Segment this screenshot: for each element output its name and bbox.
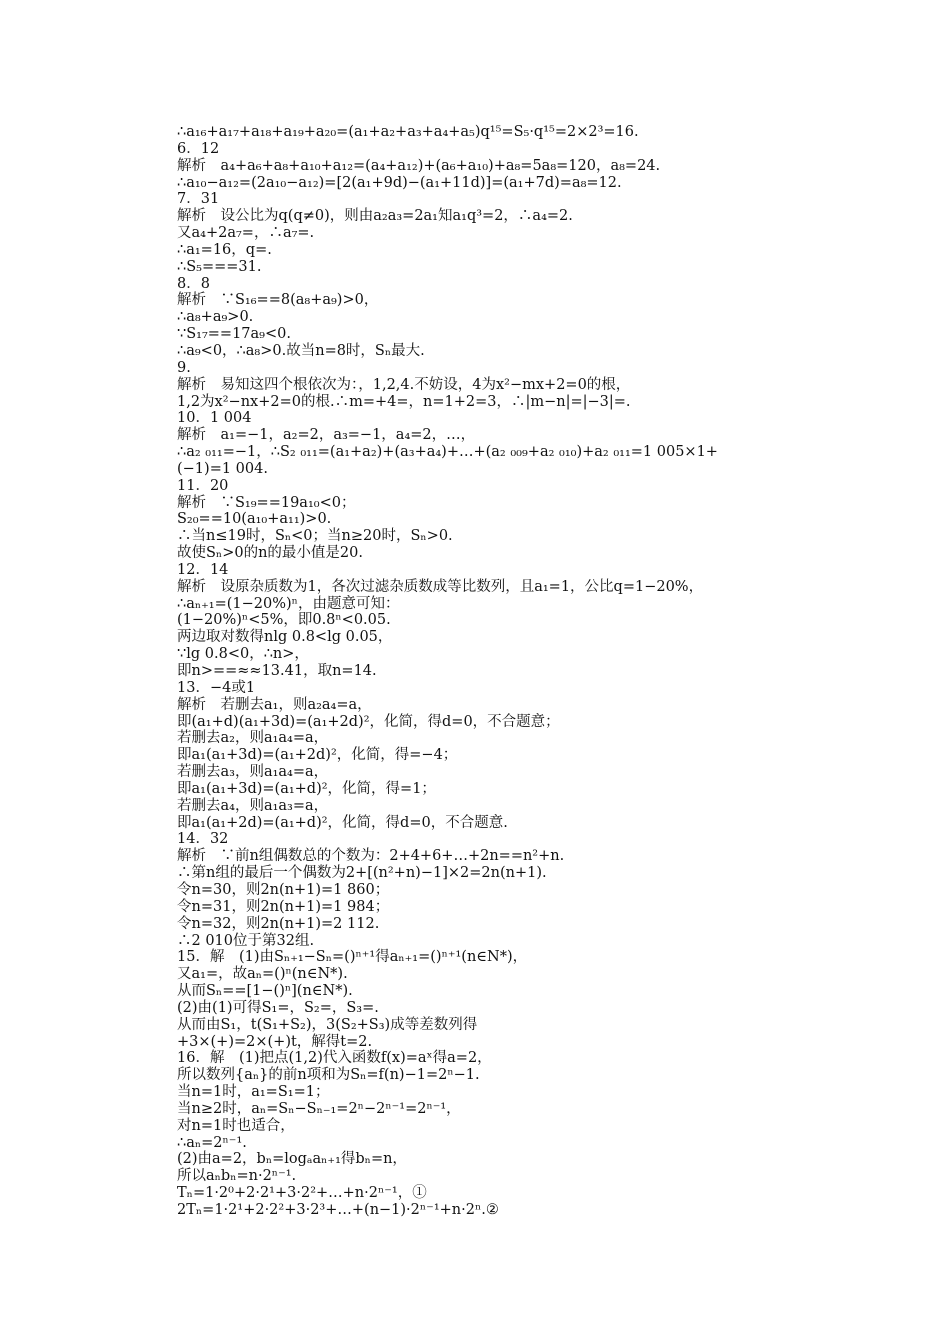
text-line: 2Tₙ=1·2¹+2·2²+3·2³+…+(n−1)·2ⁿ⁻¹+n·2ⁿ.②	[177, 1202, 499, 1218]
text-line: 6．12	[177, 140, 220, 157]
text-line: 令n=32，则2n(n+1)=2 112.	[177, 915, 380, 932]
text-line: ∴第n组的最后一个偶数为2+[(n²+n)−1]×2=2n(n+1).	[177, 865, 547, 882]
text-line: 所以aₙbₙ=n·2ⁿ⁻¹.	[177, 1168, 297, 1185]
text-line: 即a₁(a₁+3d)=(a₁+d)²，化简，得=1；	[177, 780, 436, 797]
text-line: ∴a₂ ₀₁₁=−1，∴S₂ ₀₁₁=(a₁+a₂)+(a₃+a₄)+…+(a₂ ₀₀₉+a₂ ₀₁₀)+a₂ ₀₁₁=1 005×1+	[177, 444, 718, 461]
text-line: 即a₁(a₁+3d)=(a₁+2d)²，化简，得=−4；	[177, 747, 458, 764]
text-line: 所以数列{aₙ}的前n项和为Sₙ=f(n)−1=2ⁿ−1.	[177, 1067, 480, 1084]
text-line: 8．8	[177, 275, 210, 292]
text-line: 11．20	[177, 477, 229, 494]
text-line: 对n=1时也适合，	[177, 1117, 295, 1134]
text-line: 令n=30，则2n(n+1)=1 860；	[177, 881, 390, 898]
text-line: 12．14	[177, 561, 229, 578]
text-line: ∴aₙ=2ⁿ⁻¹.	[177, 1134, 247, 1151]
text-line: 故使Sₙ>0的n的最小值是20.	[177, 545, 363, 562]
text-line: (2)由(1)可得S₁=，S₂=，S₃=.	[177, 999, 379, 1016]
text-line: 若删去a₂，则a₁a₄=a，	[177, 730, 329, 747]
text-line: (1−20%)ⁿ<5%，即0.8ⁿ<0.05.	[177, 612, 391, 629]
text-line: 从而由S₁，t(S₁+S₂)，3(S₂+S₃)成等差数列得	[177, 1016, 478, 1033]
text-line: 13．−4或1	[177, 679, 256, 696]
text-line: 1,2为x²−nx+2=0的根.∴m=+4=，n=1+2=3，∴|m−n|=|−3|=.	[177, 393, 631, 410]
text-line: 解析 设原杂质数为1，各次过滤杂质数成等比数列，且a₁=1，公比q=1−20%，	[177, 578, 704, 595]
text-line: 令n=31，则2n(n+1)=1 984；	[177, 898, 390, 915]
text-line: (2)由a=2，bₙ=logₐaₙ₊₁得bₙ=n，	[177, 1151, 407, 1168]
text-line: 又a₄+2a₇=，∴a₇=.	[177, 225, 315, 242]
text-line: 14．32	[177, 831, 229, 848]
text-line: 当n≥2时，aₙ=Sₙ−Sₙ₋₁=2ⁿ−2ⁿ⁻¹=2ⁿ⁻¹，	[177, 1100, 461, 1117]
text-line: 解析 ∵S₁₉==19a₁₀<0；	[177, 494, 356, 511]
text-line: 即n>==≈≈13.41，取n=14.	[177, 663, 377, 679]
text-line: ∴aₙ₊₁=(1−20%)ⁿ，由题意可知：	[177, 595, 400, 612]
text-line: 即(a₁+d)(a₁+3d)=(a₁+2d)²，化简，得d=0，不合题意；	[177, 713, 560, 730]
text-line: 即a₁(a₁+2d)=(a₁+d)²，化简，得d=0，不合题意.	[177, 814, 508, 831]
text-line: 两边取对数得nlg 0.8<lg 0.05，	[177, 629, 393, 646]
text-line: 当n=1时，a₁=S₁=1；	[177, 1084, 330, 1101]
text-line: ∴a₈+a₉>0.	[177, 309, 254, 326]
text-line: 解析 易知这四个根依次为：，1,2,4.不妨设，4为x²−mx+2=0的根，	[177, 376, 631, 393]
text-line: ∴a₁₀−a₁₂=(2a₁₀−a₁₂)=[2(a₁+9d)−(a₁+11d)]=(a₁+7d)=a₈=12.	[177, 174, 622, 191]
text-line: (−1)=1 004.	[177, 460, 268, 477]
text-line: 若删去a₄，则a₁a₃=a，	[177, 797, 329, 814]
text-line: 解析 a₄+a₆+a₈+a₁₀+a₁₂=(a₄+a₁₂)+(a₆+a₁₀)+a₈=5a₈=120，a₈=24.	[177, 157, 661, 174]
text-line: 9.	[177, 359, 191, 376]
text-line: +3×(+)=2×(+)t，解得t=2.	[177, 1033, 373, 1050]
text-line: 解析 a₁=−1，a₂=2，a₃=−1，a₄=2，…，	[177, 427, 476, 444]
text-line: ∴当n≤19时，Sₙ<0；当n≥20时，Sₙ>0.	[177, 528, 453, 545]
text-line: Tₙ=1·2⁰+2·2¹+3·2²+…+n·2ⁿ⁻¹，①	[177, 1185, 427, 1202]
text-line: ∵S₁₇==17a₉<0.	[177, 326, 291, 343]
text-line: 7．31	[177, 191, 220, 208]
text-line: ∴a₉<0，∴a₈>0.故当n=8时，Sₙ最大.	[177, 342, 425, 359]
text-line: 15．解 (1)由Sₙ₊₁−Sₙ=()ⁿ⁺¹得aₙ₊₁=()ⁿ⁺¹(n∈N*)，	[177, 949, 528, 966]
text-line: ∴S₅===31.	[177, 258, 262, 275]
text-line: ∴2 010位于第32组.	[177, 932, 315, 949]
text-line: 16．解 (1)把点(1,2)代入函数f(x)=aˣ得a=2，	[177, 1050, 492, 1067]
text-line: ∵lg 0.8<0，∴n>，	[177, 646, 309, 663]
text-line: 若删去a₃，则a₁a₄=a，	[177, 764, 329, 781]
text-line: 解析 ∵前n组偶数总的个数为：2+4+6+…+2n==n²+n.	[177, 848, 565, 865]
text-line: 又a₁=，故aₙ=()ⁿ(n∈N*).	[177, 966, 348, 983]
text-line: ∴a₁=16，q=.	[177, 241, 272, 258]
solution-text	[177, 124, 797, 1219]
text-line: ∴a₁₆+a₁₇+a₁₈+a₁₉+a₂₀=(a₁+a₂+a₃+a₄+a₅)q¹⁵=S₅·q¹⁵=2×2³=16.	[177, 124, 639, 140]
text-line: 解析 若删去a₁，则a₂a₄=a，	[177, 696, 372, 713]
text-line: S₂₀==10(a₁₀+a₁₁)>0.	[177, 511, 332, 528]
text-line: 解析 ∵S₁₆==8(a₈+a₉)>0，	[177, 292, 379, 309]
text-line: 10．1 004	[177, 410, 252, 427]
text-line: 从而Sₙ==[1−()ⁿ](n∈N*).	[177, 983, 353, 1000]
text-line: 解析 设公比为q(q≠0)，则由a₂a₃=2a₁知a₁q³=2，∴a₄=2.	[177, 208, 573, 225]
